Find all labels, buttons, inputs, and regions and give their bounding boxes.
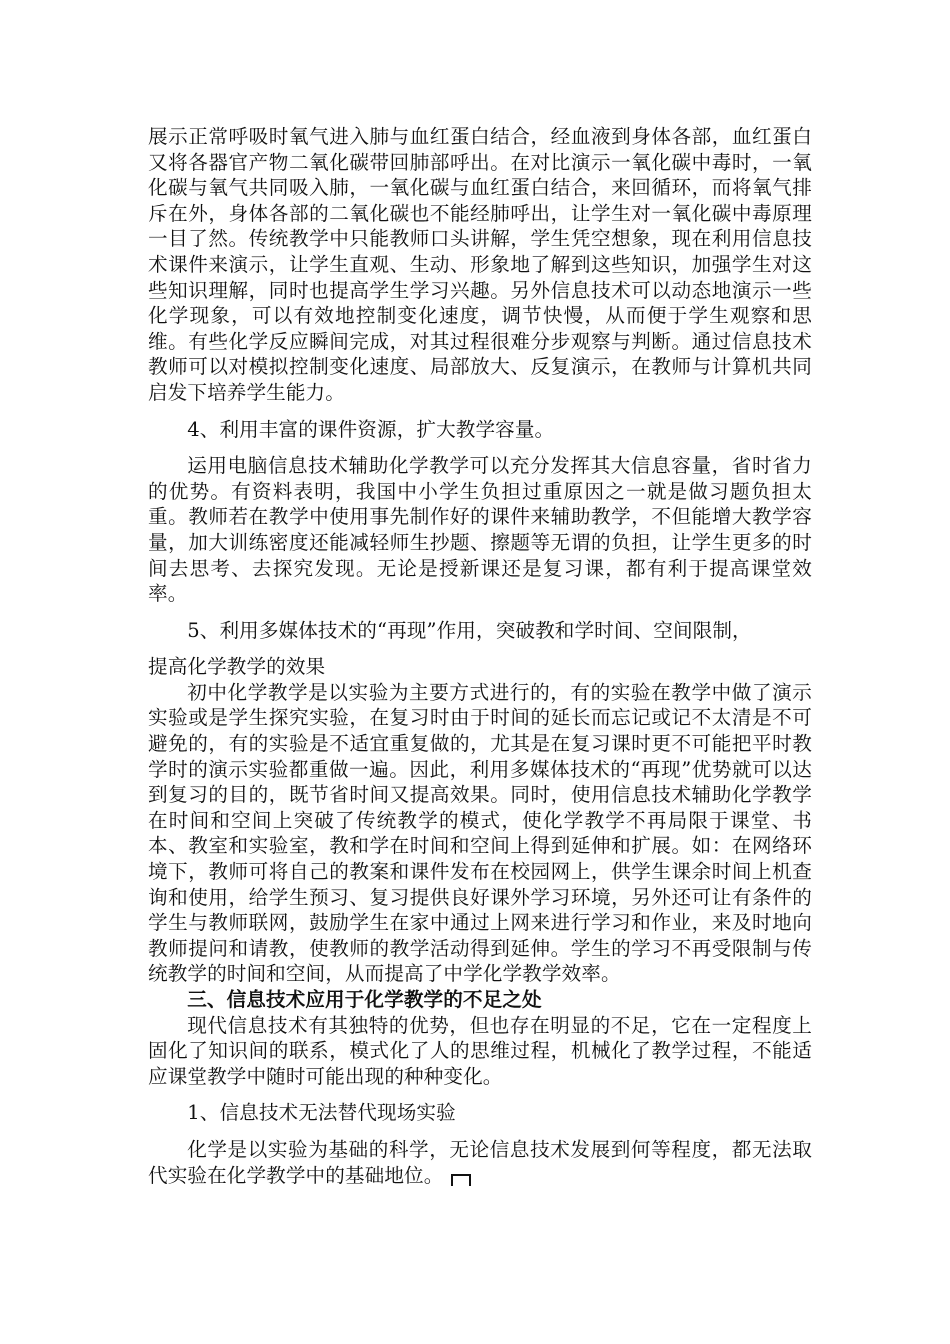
section-heading-5-continued: 提高化学教学的效果 (148, 655, 326, 679)
paragraph-experiment-basis (148, 1137, 812, 1188)
section-heading-5: 5、利用多媒体技术的“再现”作用，突破教和学时间、空间限制， (187, 618, 752, 642)
paragraph-courseware-capacity: 运用电脑信息技术辅助化学教学可以充分发挥其大信息容量，省时省力的优势。有资料表明，我国中小学生负担过重原因之一就是做习题负担太重。教师若在教学中使用事先制作好的课件来辅助教学，不但能增大教学容量，加大训练密度还能减轻师生抄题、擦题等无谓的负担，让学生更多的时间去思考、去探究发现。无论是授新课还是复习课，都有利于提高课堂效率。 (148, 454, 812, 606)
section-heading-1: 1、信息技术无法替代现场实验 (187, 1101, 456, 1125)
paragraph-experiment-basis-text: 化学是以实验为基础的科学，无论信息技术发展到何等程度，都无法取代实验在化学教学中的基础地位。 (148, 1137, 812, 1187)
paragraph-shortcomings: 现代信息技术有其独特的优势，但也存在明显的不足，它在一定程度上固化了知识间的联系，模式化了人的思维过程，机械化了教学过程，不能适应课堂教学中随时可能出现的种种变化。 (148, 1013, 812, 1088)
paragraph-oxygen-demo: 展示正常呼吸时氧气进入肺与血红蛋白结合，经血液到身体各部，血红蛋白又将各器官产物二氧化碳带回肺部呼出。在对比演示一氧化碳中毒时，一氧化碳与氧气共同吸入肺，一氧化碳与血红蛋白结合，来回循环，而将氧气排斥在外，身体各部的二氧化碳也不能经肺呼出，让学生对一氧化碳中毒原理一目了然。传统教学中只能教师口头讲解，学生凭空想象，现在利用信息技术课件来演示，让学生直观、生动、形象地了解到这些知识，加强学生对这些知识理解，同时也提高学生学习兴趣。另外信息技术可以动态地演示一些化学现象，可以有效地控制变化速度，调节快慢，从而便于学生观察和思维。有些化学反应瞬间完成，对其过程很难分步观察与判断。通过信息技术教师可以对模拟控制变化速度、局部放大、反复演示，在教师与计算机共同启发下培养学生能力。 (148, 125, 812, 404)
corner-mark-icon (451, 1174, 471, 1186)
section-heading-3: 三、信息技术应用于化学教学的不足之处 (187, 988, 542, 1011)
document-body (148, 124, 812, 1188)
section-heading-4: 4、利用丰富的课件资源，扩大教学容量。 (187, 417, 555, 441)
paragraph-multimedia-replay: 初中化学教学是以实验为主要方式进行的，有的实验在教学中做了演示实验或是学生探究实验，在复习时由于时间的延长而忘记或记不太清是不可避免的，有的实验是不适宜重复做的，尤其是在复习课时更不可能把平时教学时的演示实验都重做一遍。因此，利用多媒体技术的“再现”优势就可以达到复习的目的，既节省时间又提高效果。同时，使用信息技术辅助化学教学在时间和空间上突破了传统教学的模式，使化学教学不再局限于课堂、书本、教室和实验室，教和学在时间和空间上得到延伸和扩展。如：在网络环境下，教师可将自己的教案和课件发布在校园网上，供学生课余时间上机查询和使用，给学生预习、复习提供良好课外学习环境，另外还可让有条件的学生与教师联网，鼓励学生在家中通过上网来进行学习和作业，来及时地向教师提问和请教，使教师的教学活动得到延伸。学生的学习不再受限制与传统教学的时间和空间，从而提高了中学化学教学效率。 (148, 680, 812, 986)
